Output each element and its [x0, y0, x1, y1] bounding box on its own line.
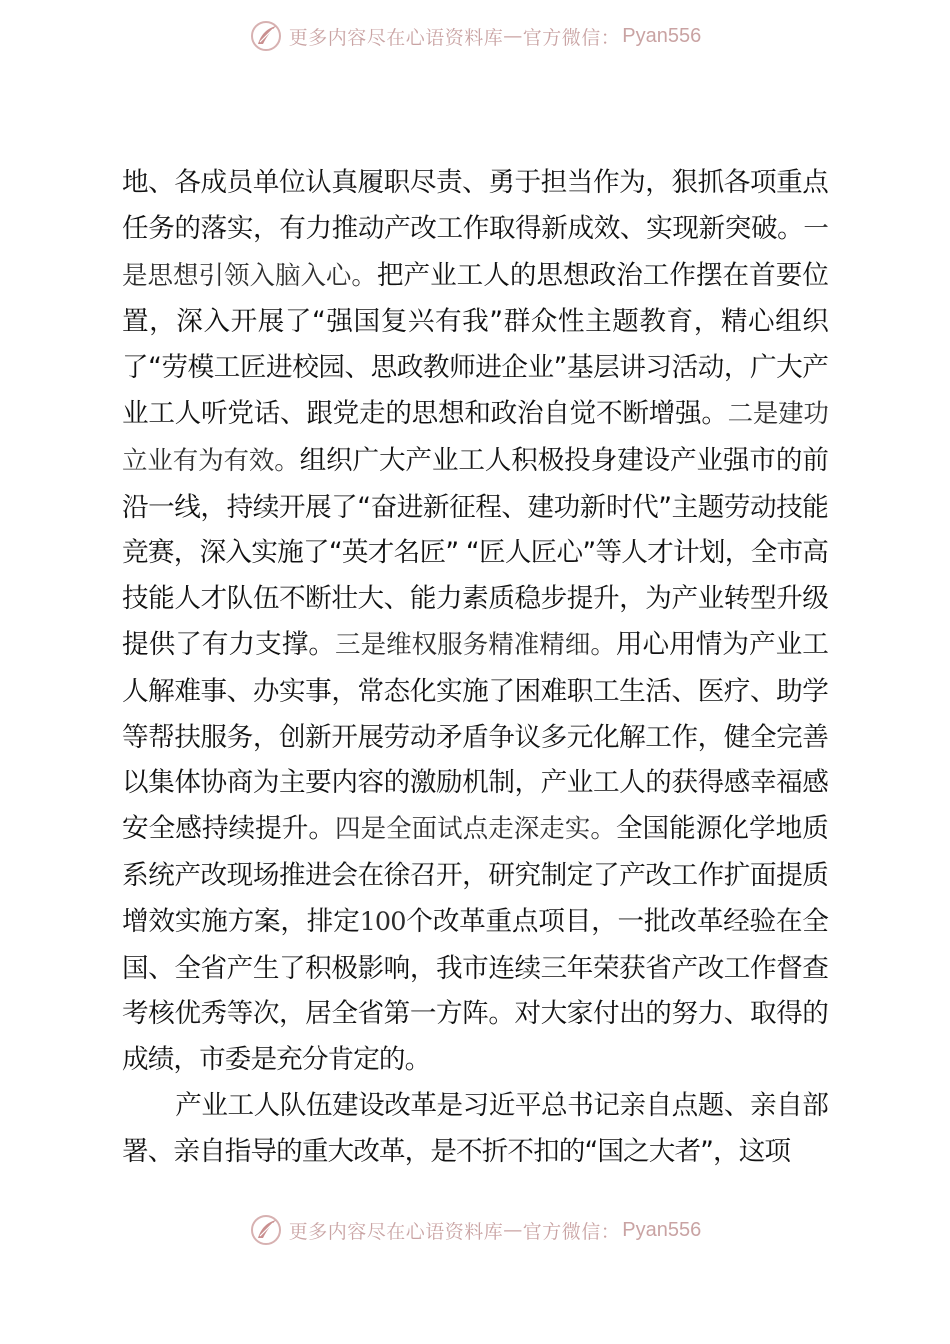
header-watermark — [0, 14, 950, 58]
heading-2: 二是建功立业有为有效。 — [122, 398, 828, 476]
footer-dash: — — [503, 1219, 523, 1241]
header-dash: — — [503, 25, 523, 47]
footer-watermark — [0, 1208, 950, 1252]
text-1: 把产业工人的思想政治工作摆在首要位置，深入开展了“强国复兴有我”群众性主题教育，精心组织了“劳模工匠进校园、思政教师进企业”基层讲习活动，广大产业工人听党话、跟党走的思想和政治自觉不断增强。 — [122, 259, 828, 429]
header-brand-text: 更多内容尽在心语资料库 — [288, 26, 504, 49]
paragraph-2: 产业工人队伍建设改革是习近平总书记亲自点题、亲自部署、亲自指导的重大改革，是不折不扣的“国之大者”，这项 — [122, 1089, 828, 1167]
header-wechat-id: Pyan556 — [622, 24, 702, 47]
brand-logo-icon — [249, 1213, 283, 1247]
footer-wechat-label: 官方微信： — [522, 1220, 621, 1243]
paragraph-1 — [122, 160, 828, 1083]
heading-4: 四是全面试点走深走实。 — [335, 814, 616, 845]
text-2: 组织广大产业工人积极投身建设产业强市的前沿一线，持续开展了“奋进新征程、建功新时代”主题劳动技能竞赛，深入实施了“英才名匠” “匠人匠心”等人才计划，全市高技能人才队伍不断壮大、能力素质稳步提升，为产业转型升级提供了有力支撑。 — [122, 444, 829, 660]
number-100: 100 — [359, 906, 406, 937]
heading-1: 一是思想引领入脑入心。 — [122, 213, 828, 291]
paragraph-1-intro: 地、各成员单位认真履职尽责、勇于担当作为，狠抓各项重点任务的落实，有力推动产改工作取得新成效、实现新突破。 — [122, 167, 828, 244]
footer-wechat-id: Pyan556 — [622, 1218, 702, 1241]
document-body — [122, 160, 828, 1175]
footer-brand-text: 更多内容尽在心语资料库 — [288, 1220, 504, 1243]
text-4a: 全国能源化学地质系统产改现场推进会在徐召开，研究制定了产改工作扩面提质增效实施方案，排定 — [122, 813, 828, 937]
heading-3: 三是维权服务精准精细。 — [335, 629, 616, 660]
text-3: 用心用情为产业工人解难事、办实事，常态化实施了困难职工生活、医疗、助学等帮扶服务，创新开展劳动矛盾争议多元化解工作，健全完善以集体协商为主要内容的激励机制，产业工人的获得感幸福感安全感持续提升。 — [122, 628, 828, 845]
brand-logo-icon — [249, 19, 283, 53]
text-4b: 个改革重点项目，一批改革经验在全国、全省产生了积极影响，我市连续三年荣获省产改工作督查考核优秀等次，居全省第一方阵。对大家付出的努力、取得的成绩，市委是充分肯定的。 — [122, 905, 828, 1076]
header-wechat-label: 官方微信： — [522, 26, 621, 49]
